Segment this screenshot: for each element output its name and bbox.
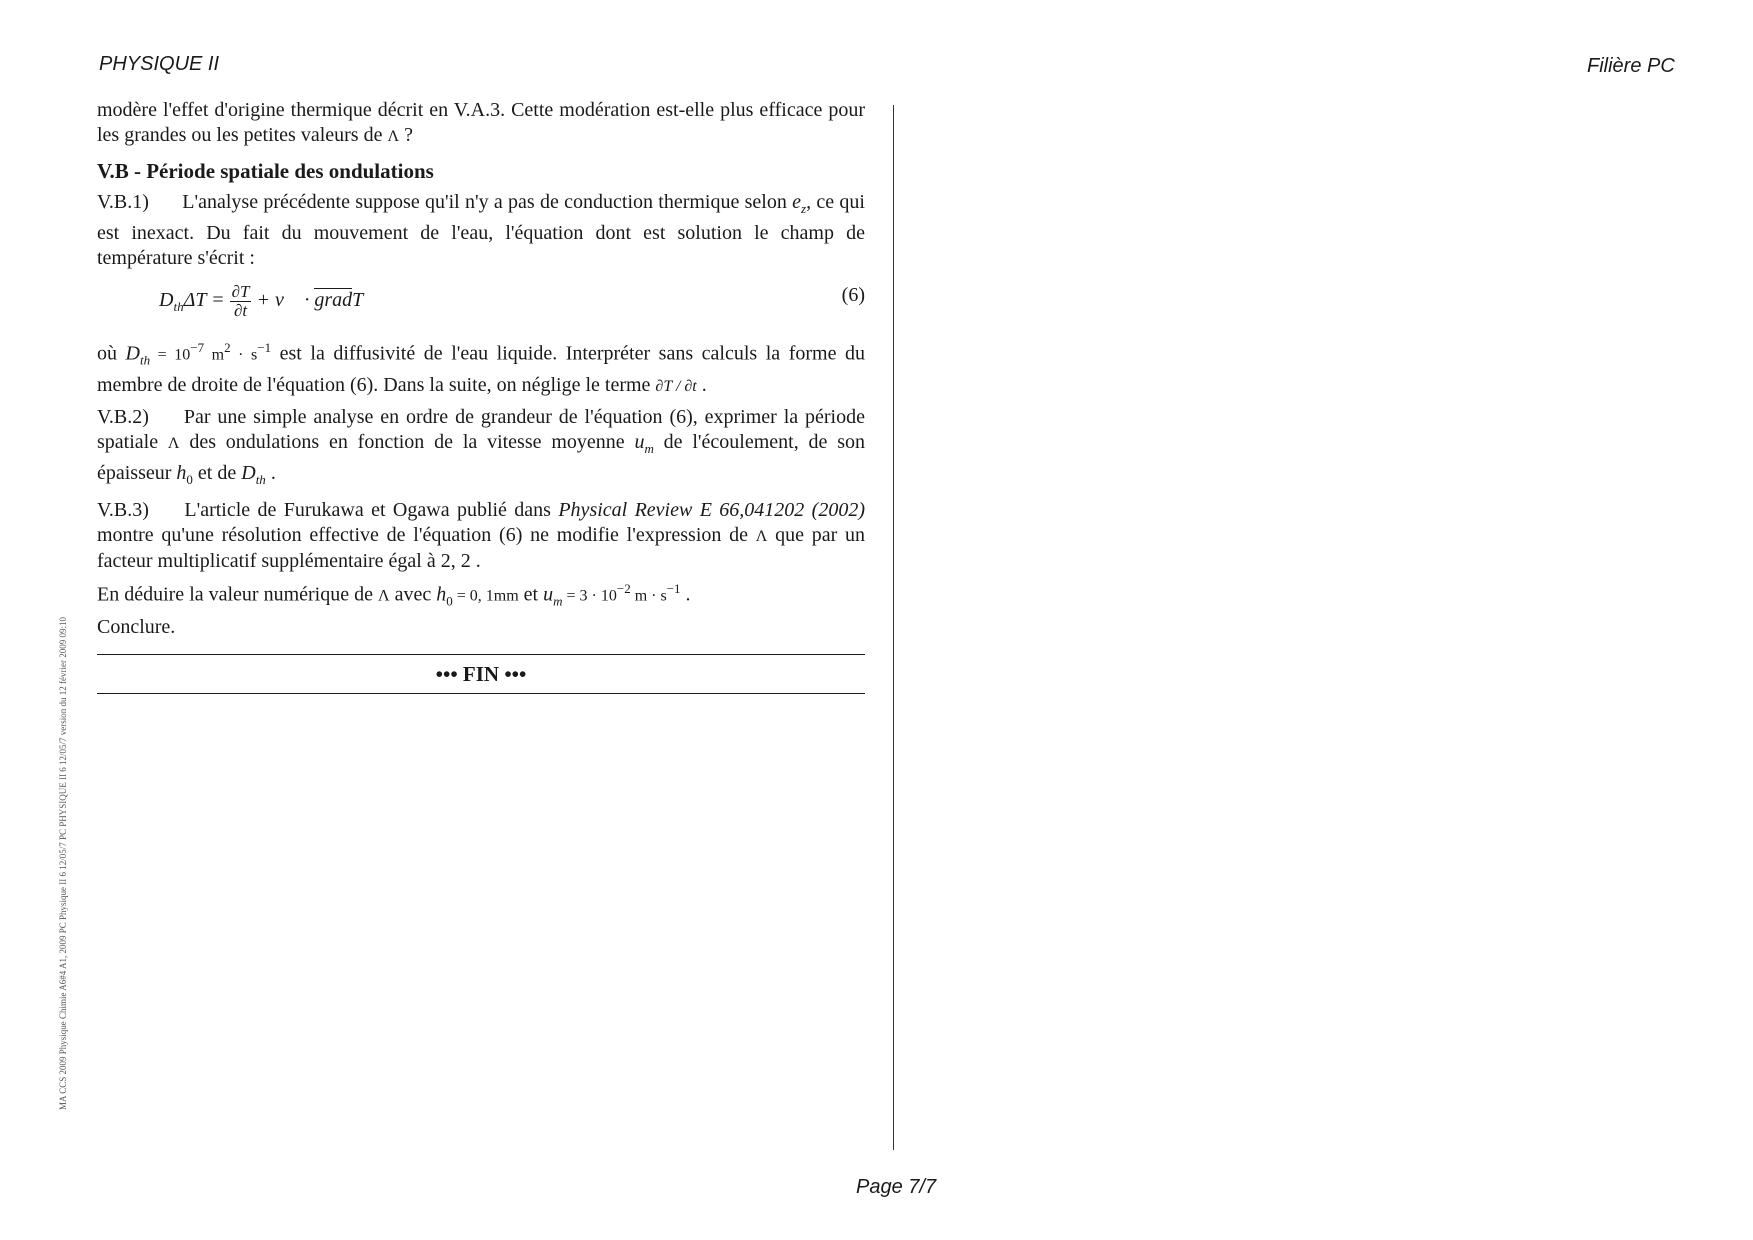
page-content bbox=[97, 98, 865, 694]
question-vb2: V.B.2) Par une simple analyse en ordre de grandeur de l'équation (6), exprimer la période spatiale Λ des ondulations en fonction de la vitesse moyenne $u_m$ de l'écoulement, de son épaisseur $h_0$ et de $D_{th}$ . bbox=[97, 405, 865, 487]
equation-number: (6) bbox=[841, 284, 865, 306]
partial-fraction: $\frac{\partial T}{\partial t}$ bbox=[231, 282, 250, 320]
journal-reference: Physical Review E 66,041202 (2002) bbox=[558, 498, 865, 521]
question-vb1: V.B.1) L'analyse précédente suppose qu'il n'y a pas de conduction thermique selon $e_z$, ce qui est inexact. Du fait du mouvement de l'eau, l'équation dont est solution le champ de température s'écrit : bbox=[97, 191, 865, 269]
bottom-rule bbox=[97, 693, 865, 694]
conclude-line: Conclure. bbox=[97, 616, 176, 639]
page-number: Page 7/7 bbox=[856, 1176, 937, 1198]
intro-paragraph: modère l'effet d'origine thermique décrit en V.A.3. Cette modération est-elle plus efficace pour les grandes ou les petites valeurs de Λ ? bbox=[97, 99, 865, 146]
equation-6: $D_{th}\Delta T$ = $\frac{\partial T}{\partial t}$ + v⃗ · gradT (6) bbox=[159, 282, 865, 320]
section-title: V.B - Période spatiale des ondulations bbox=[97, 159, 434, 183]
header-right: Filière PC bbox=[1587, 55, 1675, 77]
header-left: PHYSIQUE II bbox=[99, 53, 220, 75]
side-note: MA CCS 2009 Physique Chimie A6#4 A1, 2009 PC Physique II 6 12/05/7 PC PHYSIQUE II 6 12/05/7 version du 12 février 2009 09:10 bbox=[58, 616, 68, 1110]
question-vb3: V.B.3) L'article de Furukawa et Ogawa publié dans Physical Review E 66,041202 (2002) montre qu'une résolution effective de l'équation (6) ne modifie l'expression de Λ que par un facteur multiplicatif supplémentaire égal à 2, 2 . bbox=[97, 498, 865, 572]
end-label: ••• FIN ••• bbox=[435, 662, 527, 687]
question-vb3-numeric: En déduire la valeur numérique de Λ avec $h_0 = 0$, 1mm et $u_m = 3 \cdot 10^{-2}$ $m \cdot s^{-1}$ . bbox=[97, 580, 691, 609]
question-number: V.B.2) bbox=[97, 405, 149, 428]
question-number: V.B.1) bbox=[97, 191, 149, 213]
after-equation-paragraph: où $D_{th} = 10^{-7}$ $m^2 \cdot s^{-1}$ est la diffusivité de l'eau liquide. Interpréter sans calculs la forme du membre de droite de l'équation (6). Dans la suite, on néglige le terme ∂T / ∂t . bbox=[97, 340, 866, 396]
column-divider bbox=[893, 105, 894, 1150]
question-number: V.B.3) bbox=[97, 498, 149, 521]
end-block bbox=[97, 654, 865, 694]
